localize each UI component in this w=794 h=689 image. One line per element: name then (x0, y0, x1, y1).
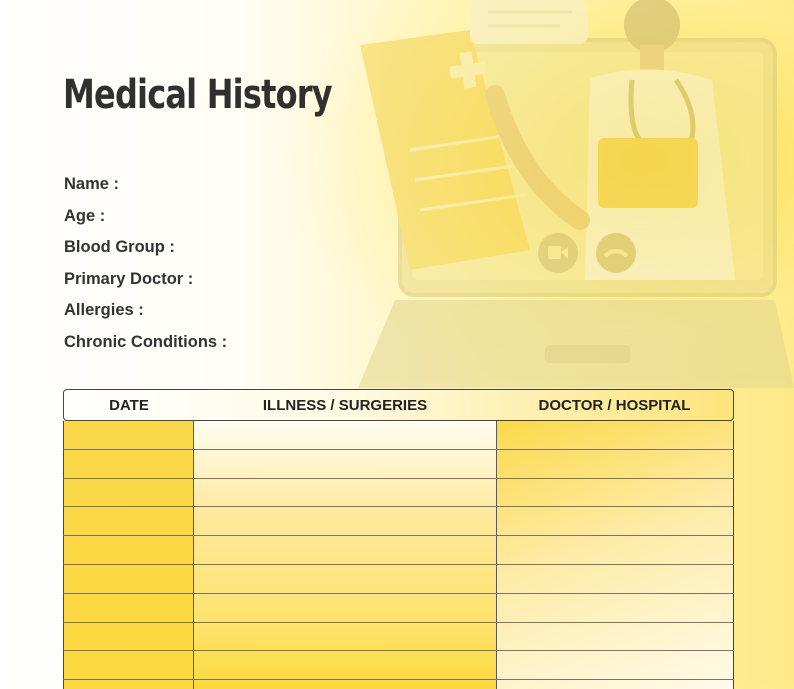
date-column-header: DATE (109, 396, 149, 414)
table-row[interactable] (63, 594, 734, 623)
table-row[interactable] (63, 565, 734, 594)
chronic-conditions-field-label: Chronic Conditions : (64, 332, 228, 351)
folder (598, 138, 698, 208)
table-row[interactable] (63, 536, 734, 565)
allergies-field-label: Allergies : (64, 301, 144, 320)
primary-doctor-field-label: Primary Doctor : (64, 269, 194, 288)
table-row[interactable] (63, 479, 734, 508)
table-header (63, 389, 734, 421)
laptop-base (358, 300, 794, 388)
table-row[interactable] (63, 450, 734, 479)
name-field-label: Name : (64, 175, 120, 193)
medical-history-table (63, 389, 734, 689)
table-row[interactable] (63, 651, 734, 680)
table-row[interactable] (63, 421, 734, 450)
patient-info-fields (64, 172, 227, 362)
illness-column-header: ILLNESS / SURGERIES (262, 396, 428, 414)
table-body (63, 421, 734, 689)
table-row[interactable] (63, 623, 734, 652)
table-row[interactable] (63, 507, 734, 536)
age-field-label: Age : (64, 206, 106, 225)
doctor-column-header: DOCTOR / HOSPITAL (538, 396, 691, 414)
page-title: Medical History (63, 72, 332, 118)
blood-group-field-label: Blood Group : (64, 238, 175, 257)
